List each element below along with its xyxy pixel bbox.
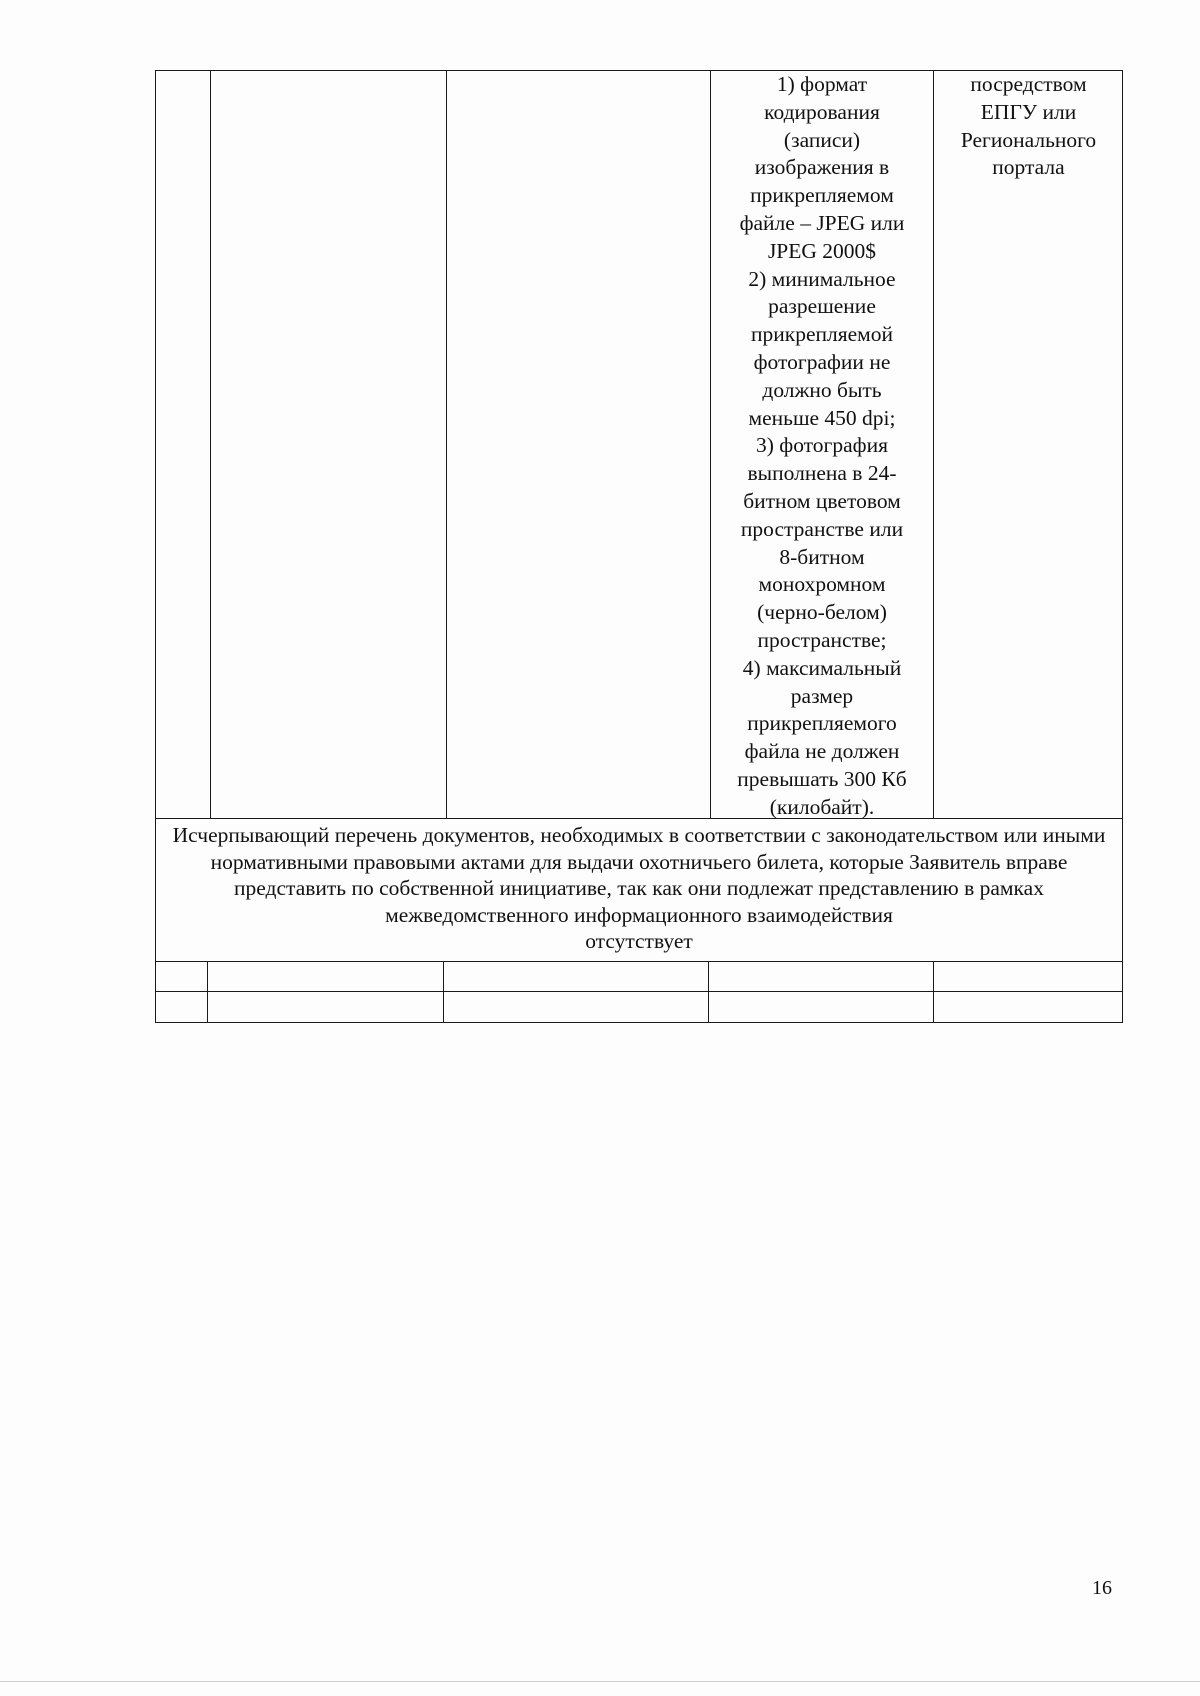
section-bottom-border: [155, 961, 1123, 962]
empty-col-divider-4: [933, 961, 934, 1023]
col-divider-3: [710, 70, 711, 818]
scan-edge-line: [0, 1681, 1200, 1682]
cell-row1-method: посредством ЕПГУ или Регионального портала: [960, 72, 1097, 180]
section-heading: [160, 822, 1118, 955]
empty-col-divider-2: [443, 961, 444, 1023]
cell-row1-requirements: 1) формат кодирования (записи) изображения в прикрепляемом файле – JPEG или JPEG 2000$ 2) минимальное разрешение прикрепляемой фотографии не должно быть меньше 450 dpi; 3) фотография выполнена в 24- битном цветовом пространстве или 8-битном монохромном (черно-белом) пространстве; 4) максимальный размер прикрепляемого файла не должен превышать 300 Кб (килобайт).: [737, 72, 907, 819]
section-heading-text: Исчерпывающий перечень документов, необходимых в соответствии с законодательством или иными нормативными правовыми актами для выдачи охотничьего билета, которые Заявитель вправе представить по собственной инициативе, так как они подлежат представлению в рамках межведомственного информационного взаимодействия: [172, 823, 1106, 927]
empty-row-divider: [155, 991, 1123, 992]
col-divider-2: [446, 70, 447, 818]
row1-bottom-border: [155, 818, 1123, 819]
col-divider-1: [210, 70, 211, 818]
empty-col-divider-3: [708, 961, 709, 1023]
page-number: 16: [1092, 1577, 1112, 1599]
col-divider-4: [933, 70, 934, 818]
section-status: отсутствует: [585, 929, 693, 953]
empty-col-divider-1: [207, 961, 208, 1023]
